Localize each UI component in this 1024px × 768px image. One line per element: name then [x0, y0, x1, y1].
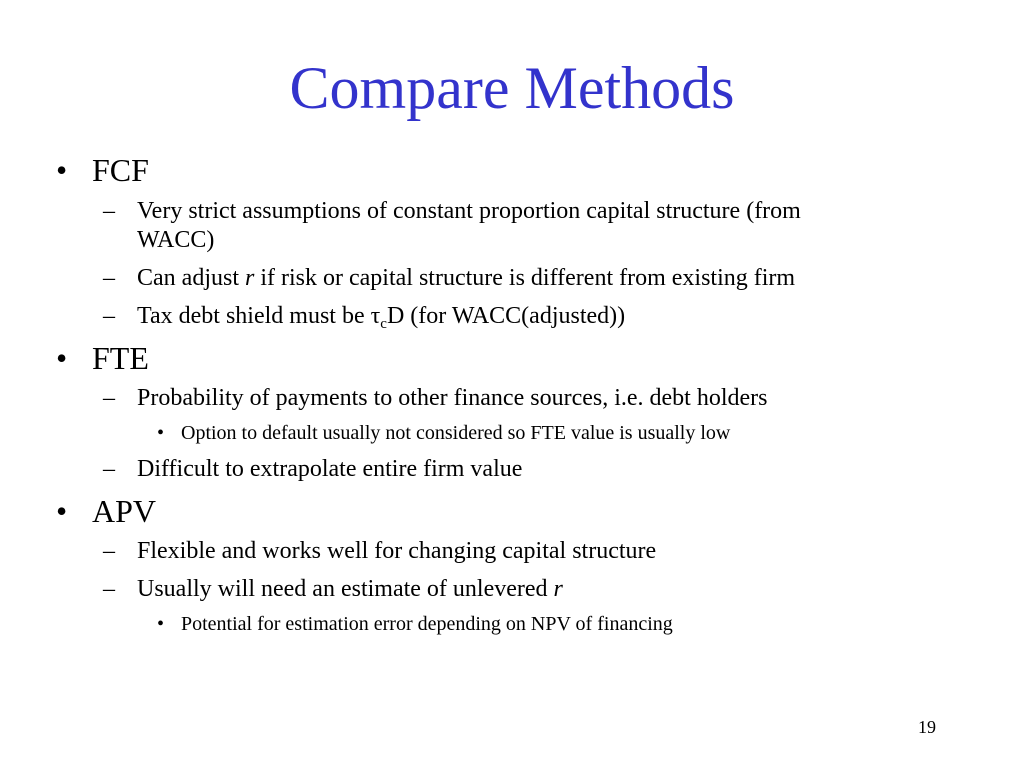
- dash-marker: –: [103, 303, 115, 329]
- bullet-fcf: [56, 152, 149, 188]
- fcf-item-1: [103, 197, 801, 225]
- sub-bullet-marker: •: [157, 613, 165, 635]
- slide-title: Compare Methods: [289, 55, 735, 121]
- apv-item-2-sub: [157, 612, 673, 636]
- bullet-fte: [56, 340, 149, 376]
- dash-marker: –: [103, 576, 115, 602]
- fcf-item-2-text-before: Can adjust: [137, 265, 245, 291]
- page-number: 19: [918, 717, 936, 737]
- dash-marker: –: [103, 198, 115, 224]
- fte-item-1-text: Probability of payments to other finance sources, i.e. debt holders: [137, 385, 768, 411]
- bullet-fte-heading: FTE: [92, 340, 149, 376]
- fcf-item-1-continuation: [137, 226, 214, 254]
- fte-item-1-sub-text: Option to default usually not considered so FTE value is usually low: [181, 422, 731, 444]
- fcf-item-1-line-1: Very strict assumptions of constant proportion capital structure (from: [137, 198, 801, 224]
- bullet-fcf-heading: FCF: [92, 152, 149, 188]
- apv-item-1-text: Flexible and works well for changing capital structure: [137, 538, 657, 564]
- fcf-item-1-line-2: WACC): [137, 227, 215, 253]
- fte-item-1: [103, 384, 768, 412]
- fte-item-2-text: Difficult to extrapolate entire firm value: [137, 456, 523, 482]
- dash-marker: –: [103, 385, 115, 411]
- tau-subscript: c: [380, 316, 387, 332]
- fte-item-2: [103, 455, 523, 483]
- apv-item-2: [103, 575, 563, 603]
- apv-item-2-text-before: Usually will need an estimate of unlevered: [137, 576, 554, 602]
- apv-item-1: [103, 537, 657, 565]
- bullet-apv-heading: APV: [92, 493, 157, 529]
- apv-item-2-variable: r: [553, 576, 563, 602]
- fcf-item-3-text-after: D (for WACC(adjusted)): [386, 303, 626, 329]
- fcf-item-2-variable: r: [245, 265, 255, 291]
- dash-marker: –: [103, 456, 115, 482]
- fcf-item-3-text-before: Tax debt shield must be: [137, 303, 371, 329]
- bullet-apv: [56, 493, 157, 529]
- fte-item-1-sub: [157, 421, 731, 445]
- fcf-item-2: [103, 264, 796, 292]
- tau-symbol: τ: [370, 303, 381, 329]
- sub-bullet-marker: •: [157, 422, 165, 444]
- bullet-marker: •: [56, 340, 68, 376]
- bullet-marker: •: [56, 152, 68, 188]
- fcf-item-3: [103, 302, 626, 332]
- apv-item-2-sub-text: Potential for estimation error depending on NPV of financing: [181, 613, 673, 635]
- bullet-marker: •: [56, 493, 68, 529]
- dash-marker: –: [103, 265, 115, 291]
- dash-marker: –: [103, 538, 115, 564]
- fcf-item-2-text-after: if risk or capital structure is different from existing firm: [254, 265, 796, 291]
